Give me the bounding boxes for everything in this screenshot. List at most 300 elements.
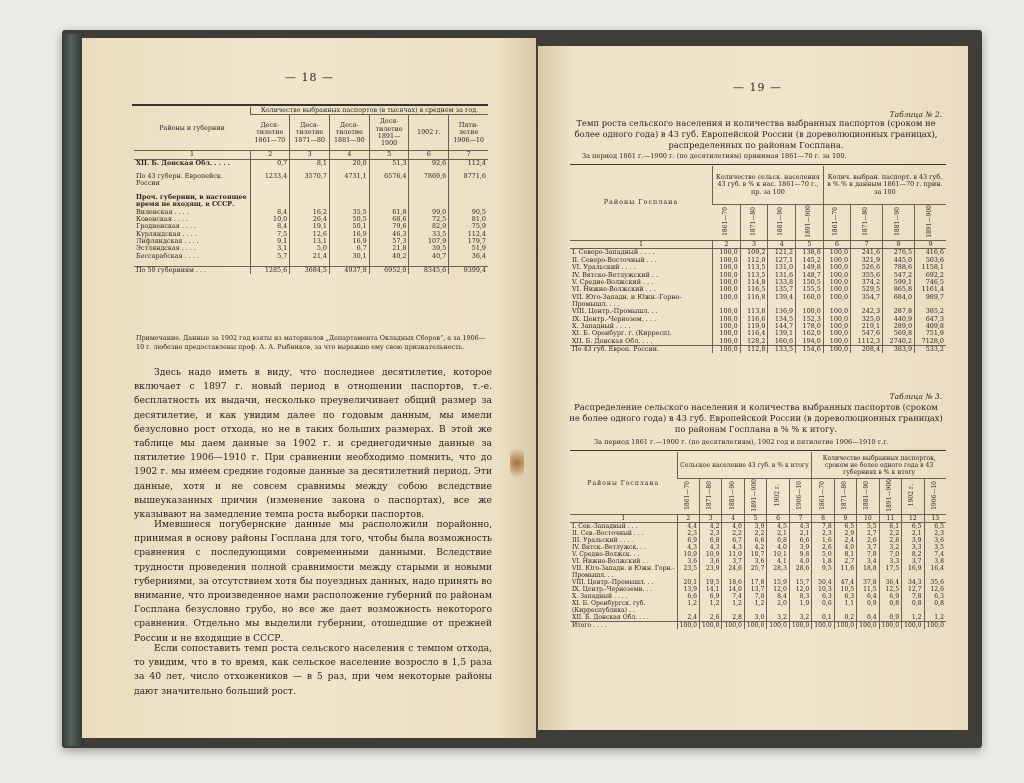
table-cell: 4,2	[744, 544, 766, 551]
table-cell	[369, 194, 409, 209]
row-label: Ковенская . . . .	[136, 214, 189, 223]
table-cell: 100,0	[823, 316, 850, 323]
column-header-label: 1906—10	[930, 481, 938, 510]
row-label: XII. Б. Донская Обл. . . .	[572, 614, 649, 621]
row-label: IV. Вятск.-Ветлужск. . .	[572, 544, 646, 551]
table-cell: 116,8	[740, 294, 768, 309]
table-cell: 0,8	[902, 600, 924, 614]
group-header: Количество выбранных паспортов (в тысячах) в среднем за год.	[251, 107, 489, 115]
table-cell: 39,5	[409, 245, 449, 252]
table-cell: 2,8	[879, 537, 901, 544]
table-cell: 139,1	[768, 330, 796, 337]
table-cell: 149,8	[796, 264, 824, 271]
row-label: Итого . . . .	[570, 622, 677, 630]
table-cell: 40,2	[369, 253, 409, 267]
table-cell: 116,4	[740, 330, 768, 337]
table-cell: 13,9	[677, 586, 699, 593]
table-cell: 116,5	[740, 286, 768, 293]
table-cell: 90,5	[449, 209, 488, 216]
column-index: 3	[740, 241, 768, 249]
table-cell: 17,8	[744, 579, 766, 586]
table-cell: 2,4	[834, 537, 856, 544]
table-cell: 112,8	[740, 346, 768, 354]
table-cell: 547,2	[883, 272, 915, 279]
column-header	[713, 205, 741, 241]
table-cell: 0,1	[812, 614, 834, 622]
column-header-label: 1861—70	[683, 481, 691, 510]
table-cell: 51,9	[449, 245, 488, 252]
table-cell: 28,3	[767, 565, 789, 579]
column-index: 9	[915, 241, 946, 249]
table-cell: 99,0	[409, 209, 449, 216]
column-header-label: 1861—70	[721, 206, 729, 236]
table-cell: 3,1	[251, 245, 290, 252]
table-cell: 7,4	[722, 593, 744, 600]
table-cell: 15,9	[767, 579, 789, 586]
table-cell: 1,6	[812, 537, 834, 544]
row-label: Проч. губернии, в настоящее время не входящ. в СССР.	[136, 192, 247, 209]
table-cell: 1112,3	[851, 338, 883, 346]
table-cell: 100,0	[823, 249, 850, 257]
table-row	[570, 614, 946, 622]
row-label: I. Северо-Западный . . . .	[572, 248, 655, 257]
row-label: X. Западный . . . .	[572, 593, 628, 600]
column-index: 5	[744, 515, 766, 523]
table-cell: 2740,2	[883, 338, 915, 346]
table-cell: 155,5	[796, 286, 824, 293]
table-cell: 135,7	[768, 286, 796, 293]
table-cell: 440,9	[883, 316, 915, 323]
row-label: II. Сев.-Восточный . . .	[572, 530, 644, 537]
table-cell: 100,0	[744, 622, 766, 630]
column-header	[857, 479, 879, 515]
table-cell: 1233,4	[251, 173, 290, 194]
table-row	[570, 593, 946, 600]
table2-title: Темп роста сельского населения и количества выбранных паспортов (сроком не более одного года) в 43 губ. Европейской России (в дореволюционных границах), распределенных по районам Госплана.	[574, 118, 938, 150]
table-cell: 6,7	[722, 537, 744, 544]
book-spine	[62, 34, 84, 746]
table-cell: 3,2	[789, 614, 811, 622]
row-label: VI. Нижне-Волжский . . .	[572, 285, 656, 294]
table-cell: 751,9	[915, 330, 946, 337]
table-cell: 100,0	[713, 264, 741, 271]
table-cell	[449, 194, 488, 209]
table-cell: 10,7	[744, 551, 766, 558]
table-cell: 6,3	[834, 593, 856, 600]
table-cell: 14,1	[700, 586, 722, 593]
column-index: 2	[677, 515, 699, 523]
column-header	[744, 479, 766, 515]
table-cell: 503,6	[915, 257, 946, 264]
table-cell: 92,6	[409, 159, 449, 173]
table-cell: 79,6	[369, 223, 409, 230]
table-cell: 8,1	[834, 551, 856, 558]
table-cell: 6,3	[812, 593, 834, 600]
column-header	[851, 205, 883, 241]
table-cell: 6,8	[767, 537, 789, 544]
column-header	[767, 479, 789, 515]
table-cell: 136,9	[768, 308, 796, 315]
table-cell: 68,6	[369, 216, 409, 223]
table-cell: 30,1	[329, 253, 369, 267]
table-cell: 100,0	[713, 249, 741, 257]
column-index: 1	[134, 151, 251, 159]
table-cell: 3684,5	[290, 267, 330, 275]
table-cell: 1,1	[834, 600, 856, 614]
table-cell: 12,7	[902, 586, 924, 593]
table-cell: 75,9	[449, 223, 488, 230]
table-cell: 8,4	[251, 209, 290, 216]
table-cell: 289,0	[883, 323, 915, 330]
column-header-label: Деся-тилетие 1871—80	[294, 120, 325, 144]
table-cell: 7,4	[924, 551, 946, 558]
table-cell: 51,3	[369, 159, 409, 173]
table-cell: 128,2	[740, 338, 768, 346]
table-cell: 9,8	[789, 551, 811, 558]
column-index: 4	[329, 151, 369, 159]
table-cell: 119,0	[740, 323, 768, 330]
table-cell: 100,0	[823, 257, 850, 264]
table-cell: 321,9	[851, 257, 883, 264]
row-label: Лифляндская . . . .	[136, 236, 199, 245]
table-cell: 20,1	[677, 579, 699, 586]
table-cell: 2,3	[677, 530, 699, 537]
table-cell: 35,6	[924, 579, 946, 586]
table-cell: 2,0	[767, 600, 789, 614]
table-cell: 100,0	[713, 272, 741, 279]
table-cell: 0,6	[812, 600, 834, 614]
table-cell: 178,0	[796, 323, 824, 330]
row-label: I. Сев.-Западный . . .	[572, 523, 638, 530]
table-cell	[409, 194, 449, 209]
table-cell: 287,8	[883, 308, 915, 315]
table-cell: 9399,4	[449, 267, 488, 275]
table-cell: 162,0	[796, 330, 824, 337]
table-cell: 383,9	[883, 346, 915, 354]
table-cell: 6,6	[677, 593, 699, 600]
table-cell: 6,5	[834, 523, 856, 531]
table-cell: 100,0	[713, 316, 741, 323]
row-label: Эстляндская . . . .	[136, 244, 196, 253]
table-cell: 2,3	[812, 530, 834, 537]
table-cell: 109,2	[740, 249, 768, 257]
table-cell: 6576,4	[369, 173, 409, 194]
table3-subtitle: За период 1861 г.—1900 г. (по десятилетиям), 1902 год и пятилетие 1906—1910 г.г.	[594, 438, 889, 446]
table-cell: 8,2	[902, 551, 924, 558]
table-cell: 36,4	[879, 579, 901, 586]
row-label: По 43 губерн. Европейск. России	[136, 172, 223, 188]
table-cell: 2,4	[677, 614, 699, 622]
table-cell: 2,7	[857, 530, 879, 537]
table-cell: 152,3	[796, 316, 824, 323]
table-row	[570, 294, 946, 309]
table-cell: 37,8	[857, 579, 879, 586]
table-cell: 0,8	[879, 600, 901, 614]
table-cell: 7,5	[251, 231, 290, 238]
column-header	[449, 115, 488, 151]
table-cell: 100,0	[700, 622, 722, 630]
table-cell: 2,2	[722, 530, 744, 537]
table-cell: 134,5	[768, 316, 796, 323]
table-cell: 12,6	[924, 586, 946, 593]
column-header-label: Деся-тилетие 1861—70	[254, 120, 286, 144]
table-cell: 6,6	[789, 537, 811, 544]
table-cell: 113,5	[740, 264, 768, 271]
column-header	[290, 115, 330, 151]
column-index: 8	[812, 515, 834, 523]
table-cell: 989,7	[915, 294, 946, 309]
table-cell: 3,3	[879, 558, 901, 565]
column-header	[722, 479, 744, 515]
column-header	[369, 115, 409, 151]
table-cell: 1,2	[677, 600, 699, 614]
row-label: IV. Вятско-Ветлужский . .	[572, 270, 658, 279]
table-cell: 7869,6	[409, 173, 449, 194]
column-header	[924, 479, 946, 515]
column-index: 6	[823, 241, 850, 249]
table-cell: 100,0	[812, 622, 834, 630]
row-label: V. Средне-Волжский . . .	[572, 277, 654, 286]
column-header-label: 1891—900	[805, 205, 813, 238]
table-cell: 3,6	[924, 537, 946, 544]
table-cell: 1,2	[924, 614, 946, 622]
table-cell: 647,3	[915, 316, 946, 323]
column-header-label: 1881—90	[863, 481, 871, 510]
column-index: 13	[924, 515, 946, 523]
row-label: По 50 губерниям . . .	[134, 267, 251, 275]
table-cell: 100,0	[902, 622, 924, 630]
table3-label: Таблица № 3.	[889, 392, 942, 401]
table-cell: 10,3	[812, 586, 834, 593]
paragraph-3: Если сопоставить темп роста сельского населения с темпом отхода, то увидим, что в то время, как сельское население возросло в 1,5 раза за 40 лет, число отхожеников — в 5 раз, при чем некоторые районы дают значительно больший рост.	[134, 643, 492, 697]
table-cell: 865,8	[883, 286, 915, 293]
table-cell: 100,0	[713, 257, 741, 264]
table-cell: 5,0	[812, 551, 834, 558]
table-cell: 14,0	[722, 586, 744, 593]
table-row	[570, 346, 946, 354]
passports-table	[134, 107, 488, 274]
table-cell: 4,0	[789, 558, 811, 565]
column-header-label: Деся-тилетие 1891—1900	[375, 117, 403, 148]
table-cell: 3,9	[789, 544, 811, 551]
table-cell: 100,0	[823, 323, 850, 330]
table-cell: 6,4	[857, 593, 879, 600]
table-cell: 10,9	[700, 551, 722, 558]
table-cell: 9,1	[251, 238, 290, 245]
row-label: VI. Нижне-Волжский . .	[572, 558, 649, 565]
table-cell: 100,0	[677, 622, 699, 630]
table-cell: 0,9	[857, 600, 879, 614]
group-header-population: Сельское население 43 губ. в % к итогу	[677, 452, 812, 479]
table-cell: 133,5	[768, 346, 796, 354]
table-cell: 133,8	[768, 279, 796, 286]
table-cell: 242,3	[851, 308, 883, 315]
table-cell: 9,5	[812, 565, 834, 579]
table-cell: 19,5	[700, 579, 722, 586]
table-cell: 3,3	[902, 544, 924, 551]
table-cell: 3,4	[857, 558, 879, 565]
table-cell: 100,0	[713, 338, 741, 346]
table-cell: 788,6	[883, 264, 915, 271]
column-index: 6	[409, 151, 449, 159]
column-index: 7	[789, 515, 811, 523]
table-cell: 276,5	[883, 249, 915, 257]
table-cell: 3,2	[767, 614, 789, 622]
column-index: 6	[767, 515, 789, 523]
table-cell: 34,3	[902, 579, 924, 586]
column-index: 5	[369, 151, 409, 159]
column-index: 1	[570, 515, 677, 523]
table-cell: 100,0	[713, 294, 741, 309]
table-cell: 131,6	[768, 272, 796, 279]
column-header-label: 1881—90	[728, 481, 736, 510]
table-cell: 4,3	[700, 544, 722, 551]
table-cell: 325,0	[851, 316, 883, 323]
table-cell: 355,6	[851, 272, 883, 279]
table-cell: 7,8	[857, 551, 879, 558]
table-cell: 1,2	[744, 600, 766, 614]
table-cell: 2,6	[700, 614, 722, 622]
column-index: 8	[883, 241, 915, 249]
table2-top-rule	[570, 164, 946, 165]
table-cell: 138,8	[796, 249, 824, 257]
table-cell: 100,0	[823, 272, 850, 279]
table-cell: 10,5	[834, 586, 856, 593]
table-cell: 7,8	[902, 593, 924, 600]
table-cell: 100,0	[823, 294, 850, 309]
table-cell: 5,5	[857, 523, 879, 531]
table-cell: 0,9	[879, 614, 901, 622]
distribution-table	[570, 452, 946, 629]
table-cell: 13,1	[290, 238, 330, 245]
column-header	[789, 479, 811, 515]
table-cell: 18,6	[722, 579, 744, 586]
table-cell: 112,4	[449, 159, 488, 173]
table-row	[570, 586, 946, 593]
table-row	[570, 551, 946, 558]
table-cell: 4937,8	[329, 267, 369, 275]
table-cell: 8771,6	[449, 173, 488, 194]
column-index-row	[134, 151, 488, 159]
table-cell: 6,7	[329, 245, 369, 252]
column-header	[812, 479, 834, 515]
table-cell: 6,5	[924, 523, 946, 531]
table-cell: 107,9	[409, 238, 449, 245]
table-cell: 12,0	[767, 586, 789, 593]
table-row	[134, 173, 488, 194]
table-cell: 12,0	[789, 586, 811, 593]
row-header: Районы и губернии	[134, 107, 251, 151]
table-cell: 50,5	[329, 216, 369, 223]
table-cell: 100,0	[722, 622, 744, 630]
table-cell: 116,6	[740, 316, 768, 323]
table-cell: 1,2	[700, 600, 722, 614]
table-cell: 100,0	[823, 279, 850, 286]
table-cell: 3,6	[700, 558, 722, 565]
column-index: 4	[768, 241, 796, 249]
column-header	[834, 479, 856, 515]
table-cell: 13,7	[744, 586, 766, 593]
table-cell: 100,0	[713, 330, 741, 337]
table-cell: 16,4	[924, 565, 946, 579]
group-header-population: Количество сельск. населения 43 губ. в % к нас. 1861—70 г., пр. за 100	[713, 166, 824, 205]
column-header-label: 1891—900	[885, 479, 893, 512]
table-cell: 2,1	[767, 530, 789, 537]
table-cell: 3,9	[902, 537, 924, 544]
table-cell: 8,4	[767, 593, 789, 600]
table-cell: 385,2	[915, 308, 946, 315]
table-cell: 6,1	[879, 523, 901, 531]
table-cell: 100,0	[857, 622, 879, 630]
growth-rate-table	[570, 166, 946, 353]
table-cell: 445,0	[883, 257, 915, 264]
table-cell: 7128,0	[915, 338, 946, 346]
column-header-label: 1902 г.	[908, 484, 916, 507]
column-header-label: 1881—90	[894, 206, 902, 236]
row-label: XI. Б. Оренбург. г. (Кирресп).	[572, 329, 672, 338]
column-header	[409, 115, 449, 151]
table-cell: 6952,0	[369, 267, 409, 275]
table-cell: 3,5	[924, 544, 946, 551]
row-label: По 43 губ. Европ. России.	[570, 346, 713, 354]
table-cell: 6,8	[700, 537, 722, 544]
table-cell: 145,2	[796, 257, 824, 264]
table-cell: 139,4	[768, 294, 796, 309]
table3-title: Распределение сельского населения и количества выбранных паспортов (сроком не более одного года) в 43 губ. Европейской России (в дореволюционных границах) по районам Госплана в % % к итогу.	[569, 402, 943, 434]
table-cell: 6,9	[677, 537, 699, 544]
table-cell: 28,6	[789, 565, 811, 579]
table-cell	[290, 194, 330, 209]
table-cell: 0,8	[924, 600, 946, 614]
table-cell: 100,0	[879, 622, 901, 630]
table-cell: 100,0	[789, 622, 811, 630]
row-label: VII. Юго-Западн. и Южн. Горн.-Промышл. . .	[572, 565, 675, 579]
table-cell: 50,4	[812, 579, 834, 586]
table-cell: 1,9	[789, 600, 811, 614]
column-header-label: 1906—10	[796, 481, 804, 510]
table-cell: 148,7	[796, 272, 824, 279]
table-cell	[329, 194, 369, 209]
table-cell: 0,2	[834, 614, 856, 622]
column-header-label: Деся-тилетие 1881—90	[333, 120, 365, 144]
table-cell: 100,0	[823, 330, 850, 337]
table-cell: 160,0	[796, 294, 824, 309]
table-cell: 4,2	[700, 523, 722, 531]
table-cell: 47,4	[834, 579, 856, 586]
table-cell: 208,4	[851, 346, 883, 354]
table-cell: 154,6	[796, 346, 824, 354]
table-cell: 3,9	[744, 523, 766, 531]
table-cell: 11,5	[857, 586, 879, 593]
table-cell: 219,1	[851, 323, 883, 330]
column-header	[883, 205, 915, 241]
table-cell: 5,0	[290, 245, 330, 252]
column-index: 3	[290, 151, 330, 159]
column-header	[915, 205, 946, 241]
row-label: Виленская . . . .	[136, 207, 189, 216]
table-cell: 20,0	[329, 159, 369, 173]
table-row	[570, 530, 946, 537]
table-cell: 57,3	[369, 238, 409, 245]
column-index: 7	[851, 241, 883, 249]
column-header	[700, 479, 722, 515]
page-number: — 19 —	[733, 81, 782, 94]
table-cell: 127,1	[768, 257, 796, 264]
row-label: Гродненская . . . .	[136, 222, 197, 231]
column-header	[768, 205, 796, 241]
table-row	[570, 537, 946, 544]
row-label: VI. Уральский . . . .	[572, 263, 636, 272]
